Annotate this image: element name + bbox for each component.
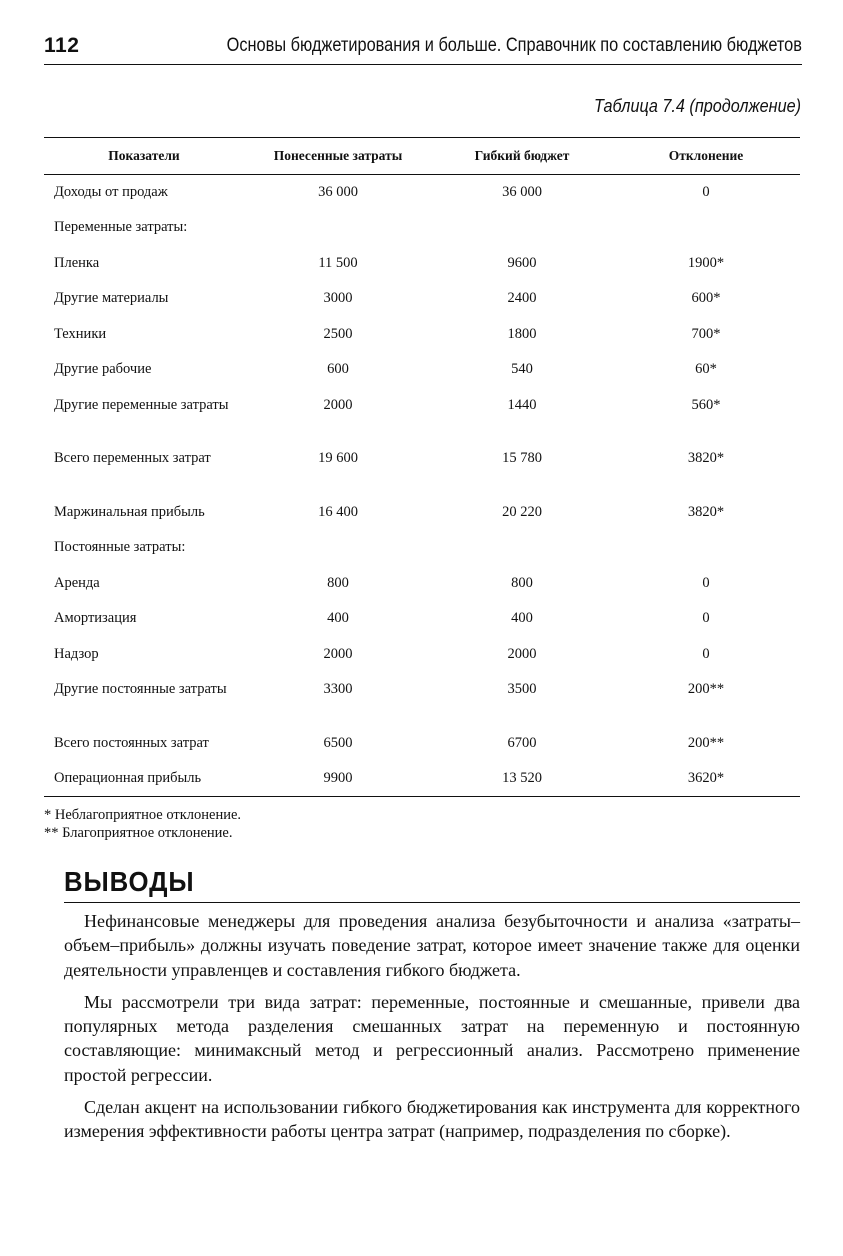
flexible-budget-cell (432, 210, 612, 246)
row-label-cell: Надзор (54, 645, 99, 662)
row-label-cell: Маржинальная прибыль (54, 503, 205, 520)
table-row (44, 317, 800, 353)
row-label-cell: Операционная прибыль (54, 770, 202, 786)
flexible-budget-cell: 15 780 (502, 450, 542, 466)
actual-costs-cell: 3300 (323, 681, 353, 697)
page-number: 112 (44, 34, 80, 57)
column-header-variance: Отклонение (612, 138, 800, 175)
flexible-budget-cell: 1800 (507, 325, 537, 342)
flexible-budget-cell: 36 000 (502, 184, 542, 200)
actual-costs-cell: 2500 (323, 325, 353, 342)
table-row (44, 246, 800, 282)
section-heading (64, 866, 800, 903)
row-label-cell: Доходы от продаж (54, 184, 168, 200)
actual-costs-cell: 11 500 (318, 254, 358, 271)
flexible-budget-cell: 20 220 (502, 503, 542, 520)
table-row (44, 726, 800, 762)
row-label-cell: Амортизация (54, 610, 137, 626)
actual-costs-cell: 9900 (323, 770, 353, 786)
flexible-budget-cell: 9600 (507, 254, 537, 271)
table-body (44, 175, 800, 797)
variance-cell: 700* (691, 325, 721, 342)
table-row (44, 530, 800, 566)
variance-cell: 3820* (687, 450, 725, 466)
actual-costs-cell: 2000 (323, 645, 353, 662)
table-row (44, 352, 800, 388)
column-header-indicators: Показатели (44, 138, 244, 175)
variance-cell: 200** (687, 734, 725, 751)
row-label-cell: Другие постоянные затраты (54, 681, 227, 697)
flexible-budget-cell: 800 (511, 574, 533, 591)
table-row (44, 637, 800, 673)
table-row (44, 601, 800, 637)
row-label-cell: Техники (54, 325, 107, 342)
variance-cell (612, 210, 800, 246)
row-label-cell: Всего постоянных затрат (54, 734, 209, 751)
flexible-budget-table (44, 137, 800, 797)
table-row (44, 210, 800, 246)
variance-cell: 600* (691, 290, 721, 306)
row-label-cell: Пленка (54, 254, 100, 271)
table-row (44, 761, 800, 797)
actual-costs-cell: 3000 (323, 290, 353, 306)
table-row (44, 441, 800, 495)
flexible-budget-cell: 2000 (507, 645, 537, 662)
actual-costs-cell: 400 (327, 610, 349, 626)
flexible-budget-cell: 3500 (507, 681, 537, 697)
row-label-cell: Всего переменных затрат (54, 450, 211, 466)
flexible-budget-cell: 1440 (507, 396, 537, 413)
table-row (44, 566, 800, 602)
table-row (44, 281, 800, 317)
variance-cell: 0 (702, 645, 710, 662)
table-footnotes (44, 806, 241, 842)
variance-cell: 1900* (687, 254, 725, 271)
row-label-cell: Другие материалы (54, 290, 169, 306)
column-header-flexible-budget: Гибкий бюджет (432, 138, 612, 175)
page-header (44, 30, 802, 65)
table-header-row (44, 138, 800, 175)
variance-cell: 60* (695, 361, 717, 377)
variance-cell: 0 (702, 574, 710, 591)
row-label-cell: Постоянные затраты: (54, 539, 186, 555)
actual-costs-cell: 16 400 (318, 503, 358, 520)
actual-costs-cell: 6500 (323, 734, 353, 751)
variance-cell: 3820* (687, 503, 725, 520)
actual-costs-cell: 800 (327, 574, 349, 591)
flexible-budget-cell: 13 520 (502, 770, 542, 786)
table-caption: Таблица 7.4 (продолжение) (594, 96, 801, 116)
actual-costs-cell: 600 (327, 361, 349, 377)
actual-costs-cell: 19 600 (318, 450, 358, 466)
flexible-budget-cell: 400 (511, 610, 533, 626)
actual-costs-cell (244, 210, 432, 246)
table-row (44, 672, 800, 726)
variance-cell: 0 (702, 184, 710, 200)
row-label-cell: Другие рабочие (54, 361, 152, 377)
actual-costs-cell (244, 530, 432, 566)
section-body (64, 909, 800, 1152)
row-label-cell: Другие переменные затраты (54, 396, 229, 413)
variance-cell: 3620* (687, 770, 725, 786)
variance-cell: 560* (691, 396, 721, 413)
flexible-budget-cell: 6700 (507, 734, 537, 751)
running-title: Основы бюджетирования и больше. Справочник по составлению бюджетов (226, 35, 802, 56)
column-header-actual-costs: Понесенные затраты (244, 138, 432, 175)
footnote-favorable: ** Благоприятное отклонение. (44, 825, 233, 841)
paragraph-3: Сделан акцент на использовании гибкого бюджетирования как инструмента для корректного измерения эффективности работы центра затрат (например, подразделения по сборке). (64, 1097, 800, 1142)
table-row (44, 175, 800, 211)
table-row (44, 495, 800, 531)
variance-cell: 200** (687, 681, 725, 697)
footnote-unfavorable: * Неблагоприятное отклонение. (44, 807, 242, 823)
table-row (44, 388, 800, 442)
actual-costs-cell: 2000 (323, 396, 353, 413)
variance-cell (612, 530, 800, 566)
section-heading-text: ВЫВОДЫ (64, 866, 195, 897)
variance-cell: 0 (702, 610, 710, 626)
actual-costs-cell: 36 000 (318, 184, 358, 200)
row-label-cell: Переменные затраты: (54, 219, 188, 235)
paragraph-1: Нефинансовые менеджеры для проведения анализа безубыточности и анализа «затраты–объем–прибыль» должны изучать поведение затрат, которое имеет значение также для оценки деятельности управленцев и составления гибкого бюджета. (64, 911, 800, 980)
flexible-budget-cell (432, 530, 612, 566)
flexible-budget-cell: 2400 (507, 290, 537, 306)
paragraph-2: Мы рассмотрели три вида затрат: переменные, постоянные и смешанные, привели два популярных метода разделения смешанных затрат на переменную и постоянную составляющие: минимаксный метод и регрессионный анализ. Рассмотрено применение простой регрессии. (64, 991, 800, 1085)
flexible-budget-cell: 540 (511, 361, 533, 377)
row-label-cell: Аренда (54, 574, 100, 591)
